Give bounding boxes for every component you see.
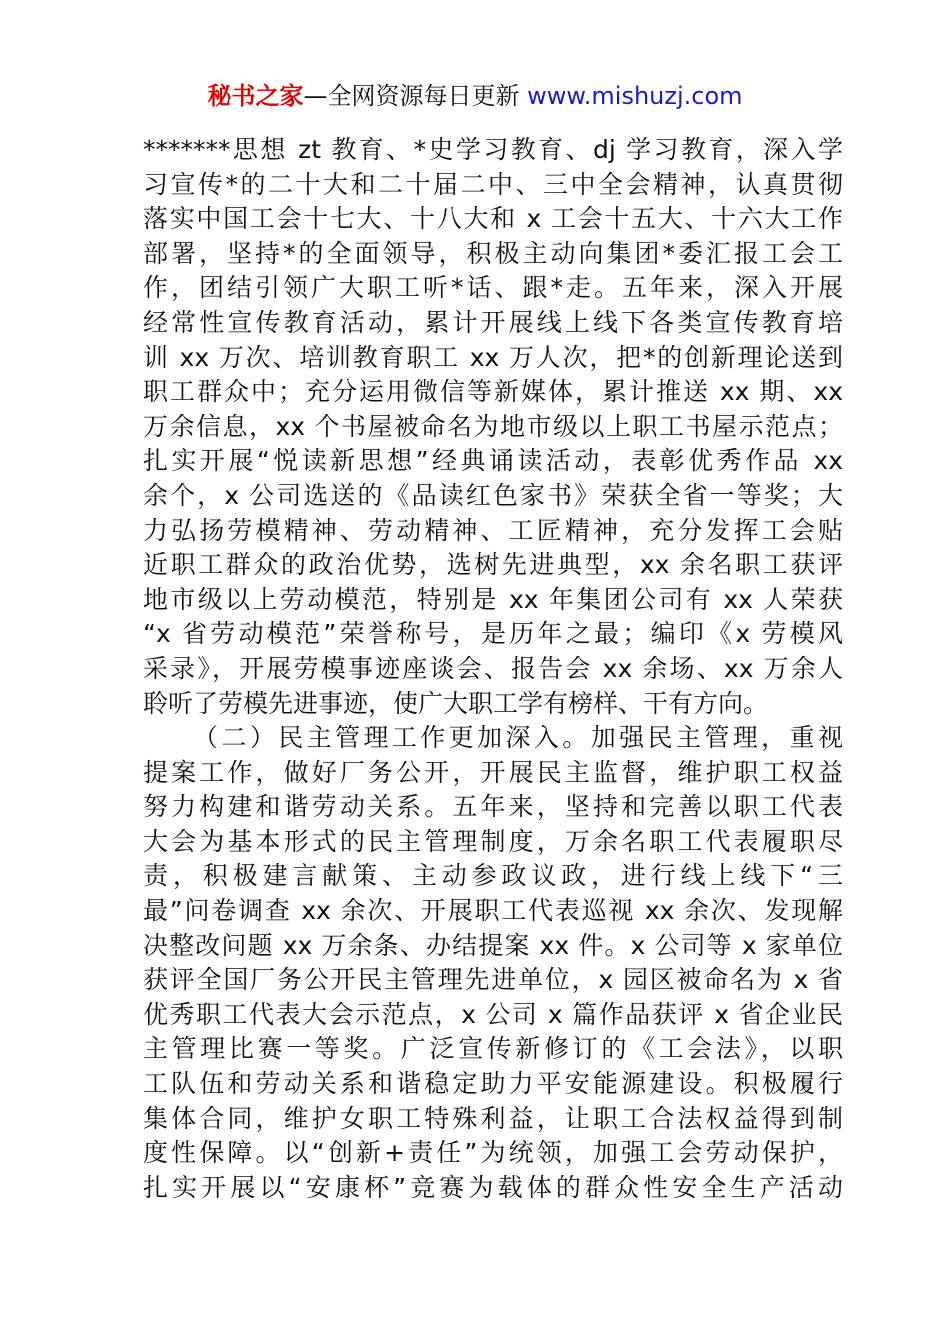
text-line: 职工群众中；充分运用微信等新媒体，累计推送 xx 期、xx bbox=[143, 377, 843, 407]
document-body bbox=[143, 133, 843, 1205]
text-line: 经常性宣传教育活动，累计开展线上线下各类宣传教育培 bbox=[143, 307, 843, 337]
section-heading-line: （二）民主管理工作更加深入。加强民主管理，重视 bbox=[193, 723, 843, 753]
text-line: 采录》，开展劳模事迹座谈会、报告会 xx 余场、xx 万余人 bbox=[143, 653, 843, 683]
header-tagline: —全网资源每日更新 bbox=[303, 82, 520, 110]
text-line: 努力构建和谐劳动关系。五年来，坚持和完善以职工代表 bbox=[143, 792, 843, 822]
text-line: 聆听了劳模先进事迹，使广大职工学有榜样、干有方向。 bbox=[143, 688, 769, 718]
text-line: 最”问卷调查 xx 余次、开展职工代表巡视 xx 余次、发现解 bbox=[143, 896, 843, 926]
text-line: 扎实开展以“安康杯”竞赛为载体的群众性安全生产活动 bbox=[143, 1172, 843, 1202]
text-line: *******思想 zt 教育、*史学习教育、dj 学习教育，深入学 bbox=[143, 135, 843, 164]
text-line: 集体合同，维护女职工特殊利益，让职工合法权益得到制 bbox=[143, 1103, 843, 1133]
site-header bbox=[0, 80, 950, 112]
text-line: 训 xx 万次、培训教育职工 xx 万人次，把*的创新理论送到 bbox=[143, 342, 843, 372]
text-line: 近职工群众的政治优势，选树先进典型，xx 余名职工获评 bbox=[143, 550, 843, 580]
text-line: 扎实开展“悦读新思想”经典诵读活动，表彰优秀作品 xx bbox=[143, 446, 843, 476]
text-line: 部署，坚持*的全面领导，积极主动向集团*委汇报工会工 bbox=[143, 238, 843, 268]
text-line: 提案工作，做好厂务公开，开展民主监督，维护职工权益 bbox=[143, 757, 843, 787]
text-line: 地市级以上劳动模范，特别是 xx 年集团公司有 xx 人荣获 bbox=[143, 584, 844, 614]
site-url-link[interactable]: www.mishuzj.com bbox=[527, 82, 743, 110]
text-line: 习宣传*的二十大和二十届二中、三中全会精神，认真贯彻 bbox=[143, 169, 843, 199]
text-line: 落实中国工会十七大、十八大和 x 工会十五大、十六大工作 bbox=[143, 204, 843, 234]
text-line: 优秀职工代表大会示范点，x 公司 x 篇作品获评 x 省企业民 bbox=[143, 999, 843, 1029]
text-line: 度性保障。以“创新+责任”为统领，加强工会劳动保护， bbox=[143, 1138, 843, 1168]
text-line: 余个，x 公司选送的《品读红色家书》荣获全省一等奖；大 bbox=[143, 480, 843, 510]
brand-name: 秘书之家 bbox=[207, 82, 304, 110]
text-line: 万余信息，xx 个书屋被命名为地市级以上职工书屋示范点； bbox=[143, 411, 843, 441]
text-line: 大会为基本形式的民主管理制度，万余名职工代表履职尽 bbox=[143, 826, 843, 856]
text-line: 获评全国厂务公开民主管理先进单位，x 园区被命名为 x 省 bbox=[143, 965, 843, 995]
text-line: 力弘扬劳模精神、劳动精神、工匠精神，充分发挥工会贴 bbox=[143, 515, 843, 545]
text-line: 责，积极建言献策、主动参政议政，进行线上线下“三 bbox=[143, 861, 843, 891]
text-line: 工队伍和劳动关系和谐稳定助力平安能源建设。积极履行 bbox=[143, 1069, 843, 1099]
text-line: 决整改问题 xx 万余条、办结提案 xx 件。x 公司等 x 家单位 bbox=[143, 930, 843, 960]
text-line: “x 省劳动模范”荣誉称号，是历年之最；编印《x 劳模风 bbox=[143, 619, 843, 649]
text-line: 主管理比赛一等奖。广泛宣传新修订的《工会法》，以职 bbox=[143, 1034, 843, 1064]
text-line: 作，团结引领广大职工听*话、跟*走。五年来，深入开展 bbox=[143, 273, 843, 303]
